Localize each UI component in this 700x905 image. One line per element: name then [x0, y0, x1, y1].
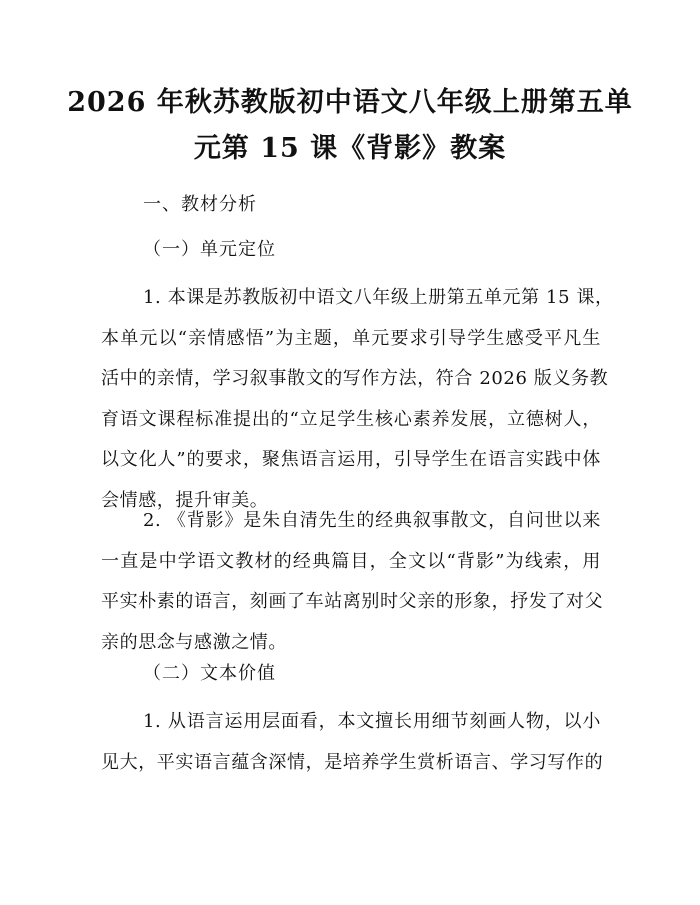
paragraph-line: 见大，平实语言蕴含深情，是培养学生赏析语言、学习写作的 [101, 751, 604, 773]
document-title-line-1: 2026 年秋苏教版初中语文八年级上册第五单 [67, 87, 633, 118]
paragraph-line: 1. 本课是苏教版初中语文八年级上册第五单元第 15 课， [143, 287, 614, 308]
paragraph-line: 平实朴素的语言，刻画了车站离别时父亲的形象，抒发了对父 [101, 591, 604, 613]
paragraph-3 [101, 702, 604, 783]
paragraph-line: 1. 从语言运用层面看，本文擅长用细节刻画人物，以小 [143, 711, 601, 732]
paragraph-line: 2. 《背影》是朱自清先生的经典叙事散文，自问世以来 [143, 510, 601, 531]
paragraph-line: 会情感，提升审美。 [101, 489, 269, 511]
subsection-heading-text-value: （二）文本价值 [143, 663, 276, 684]
paragraph-2 [101, 501, 604, 663]
paragraph-line: 一直是中学语文教材的经典篇目，全文以“背影”为线索，用 [101, 550, 601, 572]
document-title-line-2: 元第 15 课《背影》教案 [193, 133, 507, 164]
paragraph-line: 活中的亲情，学习叙事散文的写作方法，符合 2026 版义务教 [101, 368, 609, 390]
paragraph-1 [101, 278, 614, 522]
section-heading-textbook-analysis: 一、教材分析 [143, 194, 257, 215]
paragraph-line: 以文化人”的要求，聚焦语言运用，引导学生在语言实践中体 [101, 449, 601, 471]
paragraph-line: 育语文课程标准提出的“立足学生核心素养发展，立德树人， [101, 408, 601, 430]
paragraph-line: 本单元以“亲情感悟”为主题，单元要求引导学生感受平凡生 [101, 327, 601, 349]
subsection-heading-unit-positioning: （一）单元定位 [143, 239, 276, 260]
paragraph-line: 亲的思念与感激之情。 [101, 631, 287, 653]
